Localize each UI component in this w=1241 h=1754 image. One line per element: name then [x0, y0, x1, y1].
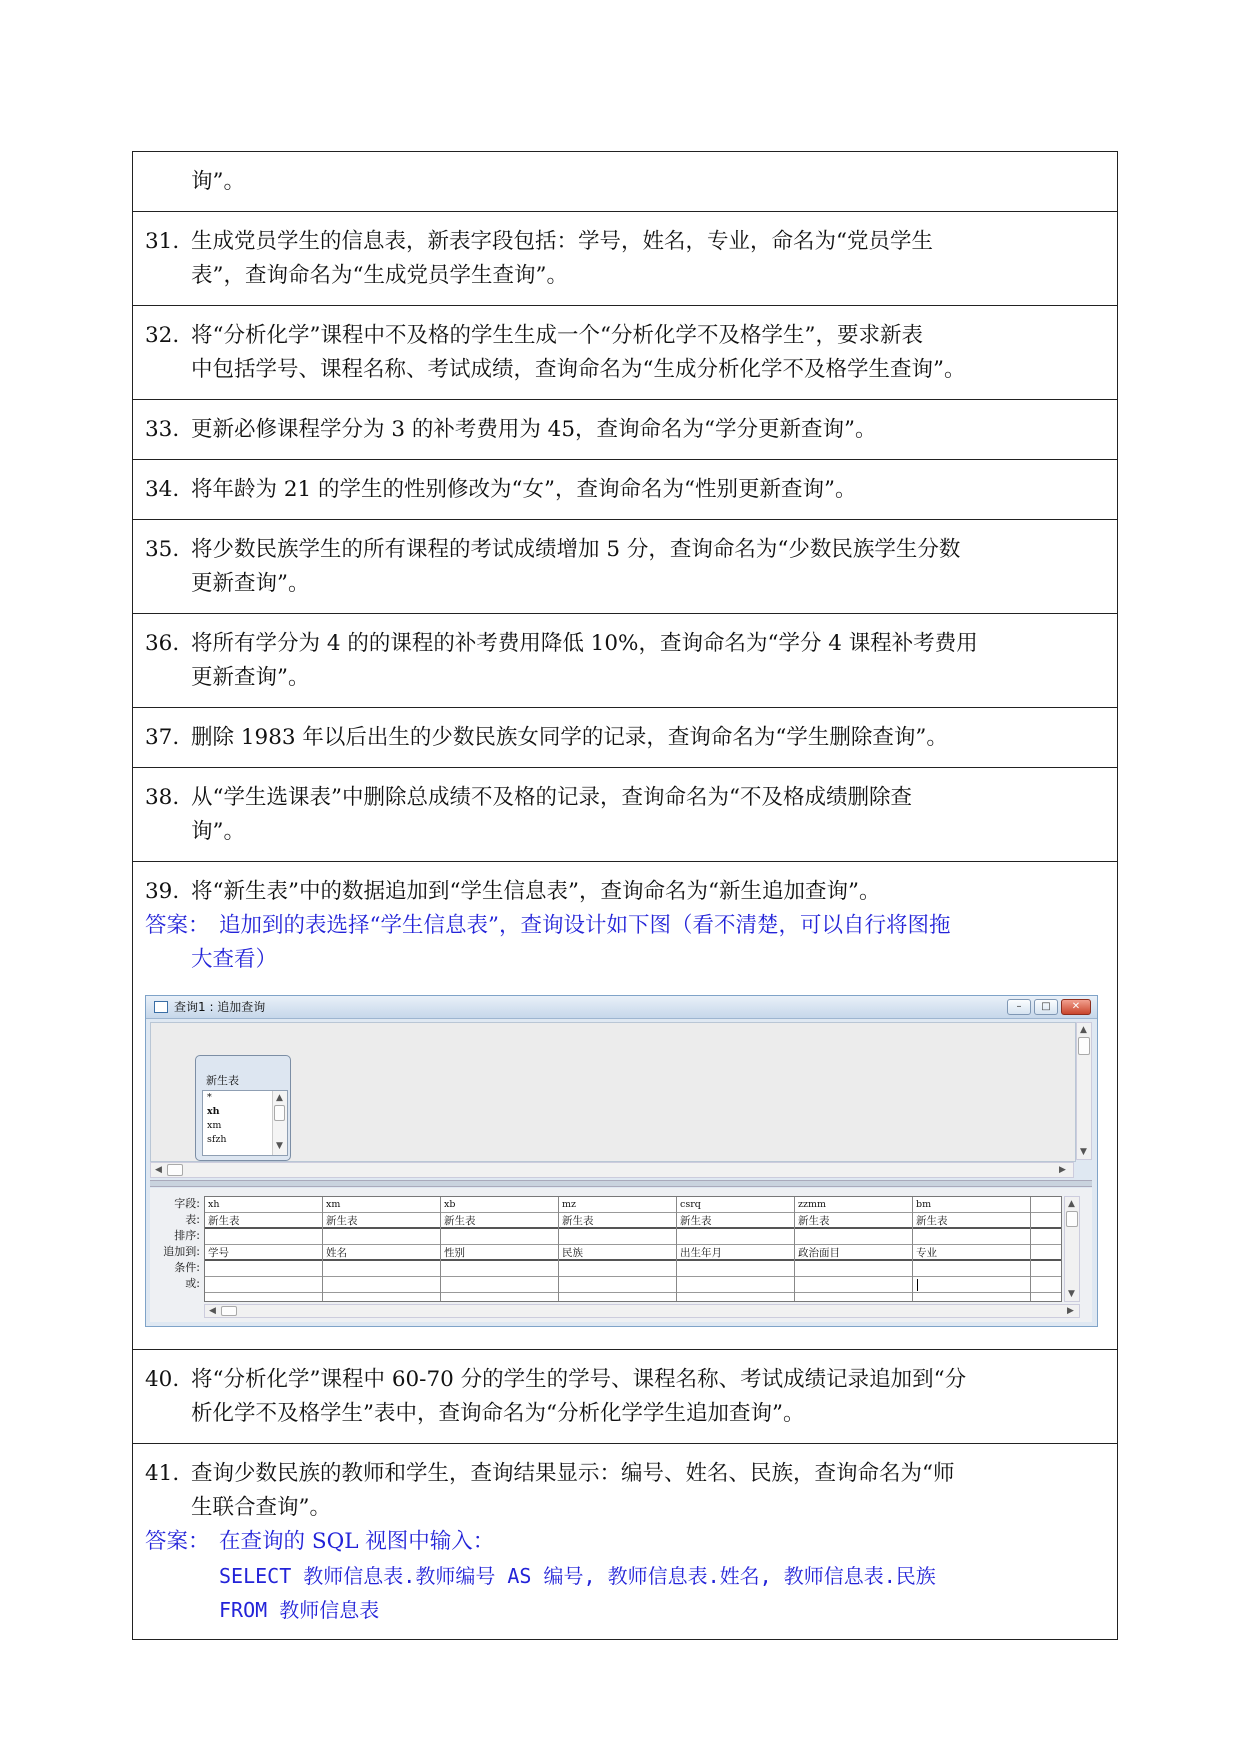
question-text-cont: 析化学不及格学生”表中，查询命名为“分析化学学生追加查询”。: [191, 1401, 805, 1426]
scroll-down-icon[interactable]: ▼: [1068, 1289, 1075, 1299]
grid-or-cell[interactable]: [795, 1277, 912, 1293]
question-text: 将“新生表”中的数据追加到“学生信息表”，查询命名为“新生追加查询”。: [191, 879, 881, 904]
grid-row-labels: [150, 1196, 202, 1292]
grid-table-cell[interactable]: 新生表: [441, 1213, 558, 1229]
grid-criteria-cell[interactable]: [205, 1261, 322, 1277]
grid-sort-cell[interactable]: [323, 1229, 440, 1245]
grid-or-cell[interactable]: [677, 1277, 794, 1293]
question-row-38: [133, 768, 1117, 862]
grid-vscroll[interactable]: [1064, 1196, 1080, 1302]
grid-column-empty: [1031, 1197, 1062, 1302]
maximize-button[interactable]: □: [1034, 999, 1058, 1015]
pane-splitter[interactable]: [150, 1180, 1092, 1187]
scroll-down-icon[interactable]: ▼: [1080, 1147, 1087, 1157]
grid-column: [205, 1197, 323, 1302]
sql-line: FROM 教师信息表: [219, 1598, 380, 1622]
grid-table-cell[interactable]: 新生表: [559, 1213, 676, 1229]
grid-criteria-cell[interactable]: [913, 1261, 1030, 1277]
question-number: 36.: [145, 631, 180, 656]
grid-field-cell[interactable]: xh: [205, 1197, 322, 1213]
grid-hscroll[interactable]: [204, 1304, 1080, 1318]
minimize-button[interactable]: –: [1007, 999, 1031, 1015]
question-number: 33.: [145, 417, 180, 442]
grid-field-cell[interactable]: bm: [913, 1197, 1030, 1213]
question-text-cont: 表”，查询命名为“生成党员学生查询”。: [191, 263, 568, 288]
question-number: 35.: [145, 537, 180, 562]
grid-sort-cell[interactable]: [441, 1229, 558, 1245]
answer-label: 答案：: [145, 913, 210, 938]
grid-criteria-cell[interactable]: [323, 1261, 440, 1277]
grid-or-cell[interactable]: [559, 1277, 676, 1293]
answer-text: 追加到的表选择“学生信息表”，查询设计如下图（看不清楚，可以自行将图拖: [219, 913, 951, 938]
question-text-cont: 更新查询”。: [191, 665, 310, 690]
grid-criteria-cell[interactable]: [559, 1261, 676, 1277]
scroll-right-icon[interactable]: ▶: [1067, 1306, 1074, 1316]
grid-criteria-cell[interactable]: [795, 1261, 912, 1277]
grid-append-cell[interactable]: 性别: [441, 1245, 558, 1261]
scroll-left-icon[interactable]: ◀: [155, 1165, 162, 1175]
question-row-37: [133, 708, 1117, 768]
question-row-33: [133, 400, 1117, 460]
grid-column: [795, 1197, 913, 1302]
query-design-window: [145, 995, 1098, 1327]
question-text: 将少数民族学生的所有课程的考试成绩增加 5 分，查询命名为“少数民族学生分数: [191, 537, 961, 562]
grid-append-cell[interactable]: 出生年月: [677, 1245, 794, 1261]
text-cursor: [917, 1279, 918, 1291]
row-label-or: 或:: [185, 1277, 200, 1290]
scroll-up-icon[interactable]: ▲: [1068, 1199, 1075, 1209]
grid-field-cell[interactable]: [1031, 1197, 1062, 1213]
question-number: 38.: [145, 785, 180, 810]
field-list-box: [202, 1090, 288, 1156]
close-button[interactable]: ✕: [1061, 999, 1091, 1015]
scroll-right-icon[interactable]: ▶: [1059, 1165, 1066, 1175]
grid-table-cell[interactable]: [1031, 1213, 1062, 1229]
scroll-down-icon[interactable]: ▼: [276, 1141, 283, 1151]
question-row-34: [133, 460, 1117, 520]
window-title: 查询1 : 追加查询: [174, 1000, 266, 1014]
grid-criteria-cell[interactable]: [1031, 1261, 1062, 1277]
question-text: 生成党员学生的信息表，新表字段包括：学号，姓名，专业，命名为“党员学生: [191, 229, 933, 254]
scroll-thumb[interactable]: [167, 1164, 183, 1176]
question-text: 将年龄为 21 的学生的性别修改为“女”，查询命名为“性别更新查询”。: [191, 477, 857, 502]
grid-criteria-cell[interactable]: [441, 1261, 558, 1277]
question-row: [133, 152, 1117, 212]
grid-sort-cell[interactable]: [913, 1229, 1030, 1245]
grid-or-cell[interactable]: [205, 1277, 322, 1293]
field-list-scrollbar[interactable]: [272, 1091, 287, 1155]
scroll-up-icon[interactable]: ▲: [1080, 1025, 1087, 1035]
row-label-append-to: 追加到:: [163, 1245, 200, 1258]
row-label-field: 字段:: [174, 1197, 200, 1210]
question-number: 32.: [145, 323, 180, 348]
question-text: 询”。: [191, 169, 245, 194]
grid-criteria-cell[interactable]: [677, 1261, 794, 1277]
row-label-sort: 排序:: [174, 1229, 200, 1242]
grid-column: [323, 1197, 441, 1302]
grid-table-cell[interactable]: 新生表: [205, 1213, 322, 1229]
grid-table-cell[interactable]: 新生表: [677, 1213, 794, 1229]
question-number: 31.: [145, 229, 180, 254]
answer-text-cont: 大查看）: [191, 947, 278, 972]
grid-append-cell[interactable]: 学号: [205, 1245, 322, 1261]
question-number: 40.: [145, 1367, 180, 1392]
grid-append-cell[interactable]: [1031, 1245, 1062, 1261]
question-text: 更新必修课程学分为 3 的补考费用为 45，查询命名为“学分更新查询”。: [191, 417, 877, 442]
grid-append-cell[interactable]: 民族: [559, 1245, 676, 1261]
grid-append-cell[interactable]: 姓名: [323, 1245, 440, 1261]
question-row-39: [133, 862, 1117, 1350]
question-text: 将“分析化学”课程中不及格的学生生成一个“分析化学不及格学生”，要求新表: [191, 323, 923, 348]
row-label-criteria: 条件:: [174, 1261, 200, 1274]
grid-column: [441, 1197, 559, 1302]
grid-append-cell[interactable]: 政治面目: [795, 1245, 912, 1261]
grid-field-cell[interactable]: mz: [559, 1197, 676, 1213]
window-titlebar: [146, 996, 1097, 1019]
grid-sort-cell[interactable]: [559, 1229, 676, 1245]
grid-column: [559, 1197, 677, 1302]
scroll-thumb[interactable]: [1066, 1211, 1078, 1227]
scroll-left-icon[interactable]: ◀: [209, 1306, 216, 1316]
question-text-cont: 更新查询”。: [191, 571, 310, 596]
table-pane-hscroll[interactable]: [150, 1162, 1074, 1178]
field-item[interactable]: xm: [207, 1120, 222, 1131]
question-text: 将所有学分为 4 的的课程的补考费用降低 10%，查询命名为“学分 4 课程补考费用: [191, 631, 978, 656]
question-number: 39.: [145, 879, 180, 904]
question-row-41: [133, 1444, 1117, 1639]
question-row-31: [133, 212, 1117, 306]
grid-or-cell[interactable]: [913, 1277, 1030, 1293]
table-pane: [150, 1022, 1076, 1162]
grid-field-cell[interactable]: xm: [323, 1197, 440, 1213]
question-text: 删除 1983 年以后出生的少数民族女同学的记录，查询命名为“学生删除查询”。: [191, 725, 948, 750]
answer-label: 答案：: [145, 1529, 210, 1554]
grid-sort-cell[interactable]: [795, 1229, 912, 1245]
question-number: 41.: [145, 1461, 180, 1486]
question-table: [132, 151, 1118, 1640]
grid-or-cell[interactable]: [323, 1277, 440, 1293]
question-row-36: [133, 614, 1117, 708]
answer-text: 在查询的 SQL 视图中输入：: [219, 1529, 495, 1554]
question-number: 37.: [145, 725, 180, 750]
field-list-title: 新生表: [206, 1074, 239, 1087]
question-row-40: [133, 1350, 1117, 1444]
grid-sort-cell[interactable]: [677, 1229, 794, 1245]
field-item[interactable]: *: [207, 1092, 212, 1103]
grid-append-cell[interactable]: 专业: [913, 1245, 1030, 1261]
grid-field-cell[interactable]: zzmm: [795, 1197, 912, 1213]
question-row-35: [133, 520, 1117, 614]
field-list[interactable]: [195, 1055, 291, 1161]
question-text-cont: 询”。: [191, 819, 245, 844]
field-item[interactable]: sfzh: [207, 1134, 227, 1145]
grid-field-cell[interactable]: csrq: [677, 1197, 794, 1213]
scroll-thumb[interactable]: [1078, 1037, 1090, 1055]
query-icon: [154, 1001, 168, 1013]
grid-sort-cell[interactable]: [1031, 1229, 1062, 1245]
grid-column: [913, 1197, 1031, 1302]
question-text-cont: 中包括学号、课程名称、考试成绩，查询命名为“生成分析化学不及格学生查询”。: [191, 357, 966, 382]
question-text: 将“分析化学”课程中 60-70 分的学生的学号、课程名称、考试成绩记录追加到“分: [191, 1367, 967, 1392]
question-text: 查询少数民族的教师和学生，查询结果显示：编号、姓名、民族，查询命名为“师: [191, 1461, 955, 1486]
question-text-cont: 生联合查询”。: [191, 1495, 331, 1520]
grid-column: [677, 1197, 795, 1302]
grid-table-cell[interactable]: 新生表: [795, 1213, 912, 1229]
row-label-table: 表:: [185, 1213, 200, 1226]
grid-table-cell[interactable]: 新生表: [323, 1213, 440, 1229]
grid-table-cell[interactable]: 新生表: [913, 1213, 1030, 1229]
question-number: 34.: [145, 477, 180, 502]
design-grid-pane: [150, 1188, 1092, 1322]
question-row-32: [133, 306, 1117, 400]
question-text: 从“学生选课表”中删除总成绩不及格的记录，查询命名为“不及格成绩删除查: [191, 785, 912, 810]
sql-line: SELECT 教师信息表.教师编号 AS 编号, 教师信息表.姓名, 教师信息表.民族: [219, 1564, 936, 1588]
table-pane-vscroll[interactable]: [1076, 1022, 1092, 1160]
grid-field-cell[interactable]: xb: [441, 1197, 558, 1213]
scroll-up-icon[interactable]: ▲: [276, 1093, 283, 1103]
grid-or-cell[interactable]: [1031, 1277, 1062, 1293]
design-grid: [204, 1196, 1062, 1302]
grid-or-cell[interactable]: [441, 1277, 558, 1293]
scroll-thumb[interactable]: [274, 1105, 285, 1121]
scroll-thumb[interactable]: [221, 1306, 237, 1316]
grid-sort-cell[interactable]: [205, 1229, 322, 1245]
field-item[interactable]: xh: [207, 1106, 220, 1117]
